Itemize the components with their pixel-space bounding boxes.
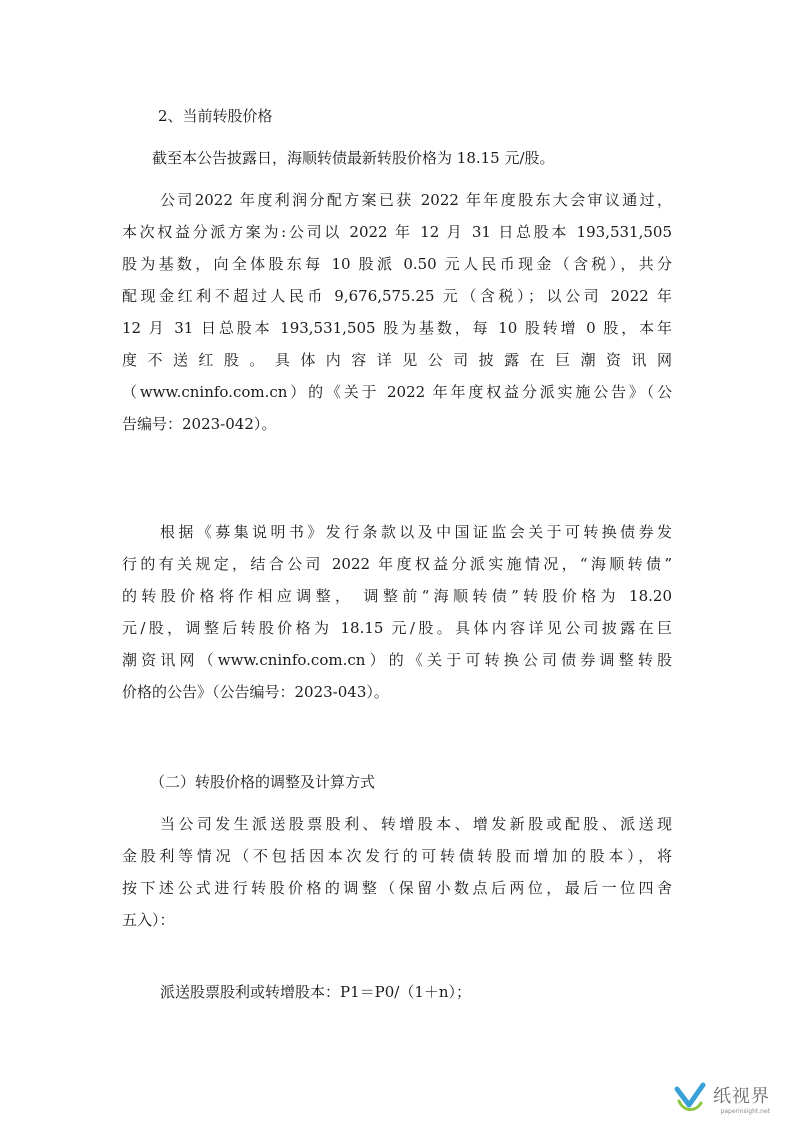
paragraph-line: 告编号：2023-042）。 bbox=[122, 415, 277, 433]
formula-text: 派送股票股利或转增股本：P1＝P0/（1＋n）； bbox=[160, 983, 472, 1001]
heading-text: 2、当前转股价格 bbox=[158, 107, 273, 125]
section-heading-current-price bbox=[122, 100, 672, 132]
watermark-logo bbox=[673, 1081, 770, 1115]
paragraph-line: 截至本公告披露日，海顺转债最新转股价格为 18.15 元/股。 bbox=[152, 149, 555, 167]
paragraph-line: 根据《募集说明书》发行条款以及中国证监会关于可转换债券发 bbox=[160, 523, 672, 541]
watermark-text bbox=[713, 1082, 770, 1115]
paragraph-line: 当公司发生派送股票股利、转增股本、增发新股或配股、派送现 bbox=[160, 815, 672, 833]
watermark-name: 纸视界 bbox=[713, 1085, 770, 1107]
paragraph-line: 元/股，调整后转股价格为 18.15 元/股。具体内容详见公司披露在巨 bbox=[122, 619, 672, 637]
paragraph-line: 12 月 31 日总股本 193,531,505 股为基数，每 10 股转增 0 股，本年 bbox=[122, 319, 672, 337]
paragraph-adjustment-conditions bbox=[122, 808, 672, 936]
section-heading-adjustment-method bbox=[122, 766, 672, 798]
paragraph-line: 本次权益分派方案为:公司以 2022 年 12 月 31 日总股本 193,531,505 bbox=[122, 223, 672, 241]
paragraph-line: 股为基数，向全体股东每 10 股派 0.50 元人民币现金（含税），共分 bbox=[122, 255, 672, 273]
paragraph-line: 度 不 送 红 股 。 具 体 内 容 详 见 公 司 披 露 在 巨 潮 资 讯 网 bbox=[122, 351, 672, 369]
heading-text: （二）转股价格的调整及计算方式 bbox=[150, 773, 376, 791]
paragraph-line: 行的有关规定，结合公司 2022 年度权益分派实施情况，“海顺转债” bbox=[122, 555, 672, 573]
formula-stock-dividend bbox=[122, 976, 672, 1008]
paragraph-line: 潮资讯网（www.cninfo.com.cn）的《关于可转换公司债券调整转股 bbox=[122, 651, 672, 669]
paragraph-dividend-plan bbox=[122, 184, 672, 440]
paragraph-latest-price bbox=[122, 142, 672, 174]
paragraph-line: （www.cninfo.com.cn）的《关于 2022 年年度权益分派实施公告》（公 bbox=[122, 383, 672, 401]
paragraph-line: 五入）： bbox=[122, 911, 175, 929]
paperinsight-logo-icon bbox=[673, 1081, 707, 1115]
paragraph-line: 金股利等情况（不包括因本次发行的可转债转股而增加的股本），将 bbox=[122, 847, 672, 865]
watermark-url: paperinsight.net bbox=[720, 1107, 770, 1115]
paragraph-price-adjustment bbox=[122, 516, 672, 708]
paragraph-line: 公司2022 年度利润分配方案已获 2022 年年度股东大会审议通过， bbox=[160, 191, 672, 209]
paragraph-line: 的转股价格将作相应调整， 调整前“海顺转债”转股价格为 18.20 bbox=[122, 587, 672, 605]
paragraph-line: 价格的公告》（公告编号：2023-043）。 bbox=[122, 683, 389, 701]
paragraph-line: 配现金红利不超过人民币 9,676,575.25 元（含税）；以公司 2022 年 bbox=[122, 287, 672, 305]
paragraph-line: 按下述公式进行转股价格的调整（保留小数点后两位，最后一位四舍 bbox=[122, 879, 672, 897]
